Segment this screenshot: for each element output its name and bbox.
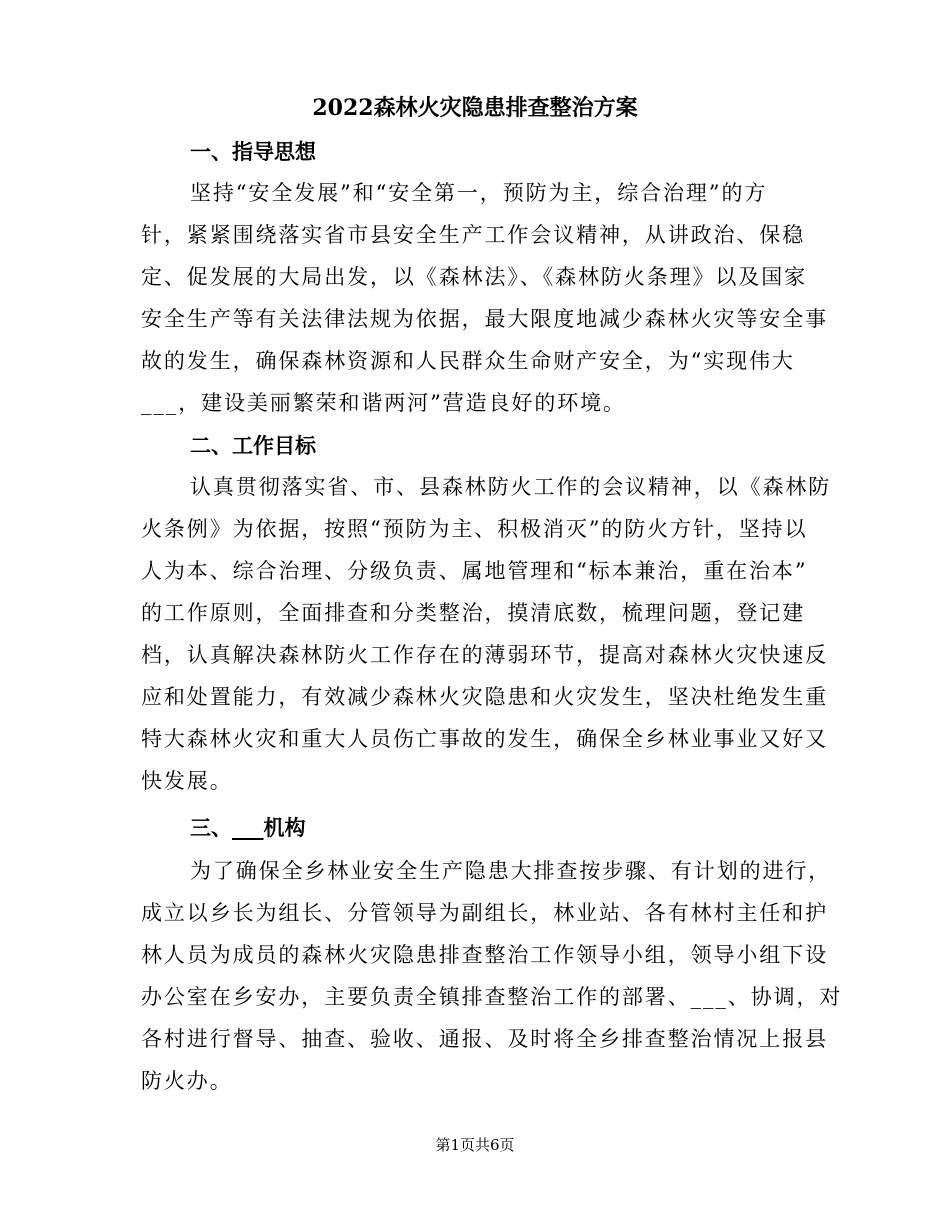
paragraph-line: 林人员为成员的森林火灾隐患排查整治工作领导小组，领导小组下设 (141, 943, 828, 967)
paragraph-line: 成立以乡长为组长、分管领导为副组长，林业站、各有林村主任和护 (141, 901, 828, 925)
paragraph-line: 特大森林火灾和重大人员伤亡事故的发生，确保全乡林业事业又好又 (141, 727, 828, 751)
page-number: 第1页共6页 (435, 1136, 515, 1154)
paragraph-line: 办公室在乡安办，主要负责全镇排查整治工作的部署、___、协调，对 (141, 985, 843, 1009)
paragraph-line: 的工作原则，全面排查和分类整治，摸清底数，梳理问题，登记建 (141, 601, 806, 625)
paragraph-line: 防火办。 (141, 1069, 233, 1093)
paragraph-line: 故的发生，确保森林资源和人民群众生命财产安全，为“实现伟大 (141, 349, 795, 373)
paragraph-line: 档，认真解决森林防火工作存在的薄弱环节，提高对森林火灾快速反 (141, 643, 828, 667)
paragraph-line: 定、促发展的大局出发，以《森林法》、《森林防火条理》以及国家 (141, 265, 807, 289)
section-heading-3: 三、___机构 (190, 815, 306, 840)
paragraph-line: 应和处置能力，有效减少森林火灾隐患和火灾发生，坚决杜绝发生重 (141, 685, 828, 709)
document-title: 2022森林火灾隐患排查整治方案 (312, 95, 638, 121)
paragraph-line: 火条例》为依据，按照“预防为主、积极消灭”的防火方针，坚持以 (141, 517, 808, 541)
paragraph-line: 为了确保全乡林业安全生产隐患大排查按步骤、有计划的进行， (190, 859, 832, 883)
paragraph-line: 安全生产等有关法律法规为依据，最大限度地减少森林火灾等安全事 (141, 307, 828, 331)
paragraph-line: 坚持“安全发展”和“安全第一，预防为主，综合治理”的方 (190, 181, 768, 205)
paragraph-line: 快发展。 (141, 769, 233, 793)
paragraph-line: 各村进行督导、抽查、验收、通报、及时将全乡排查整治情况上报县 (141, 1027, 828, 1051)
section-heading-2: 二、工作目标 (190, 433, 316, 458)
section-heading-1: 一、指导思想 (190, 139, 316, 164)
paragraph-line: 人为本、综合治理、分级负责、属地管理和“标本兼治，重在治本” (141, 559, 808, 583)
paragraph-line: 认真贯彻落实省、市、县森林防火工作的会议精神，以《森林防 (190, 475, 832, 499)
paragraph-line: 针，紧紧围绕落实省市县安全生产工作会议精神，从讲政治、保稳 (141, 223, 806, 247)
paragraph-line: ___，建设美丽繁荣和谐两河”营造良好的环境。 (141, 391, 626, 415)
